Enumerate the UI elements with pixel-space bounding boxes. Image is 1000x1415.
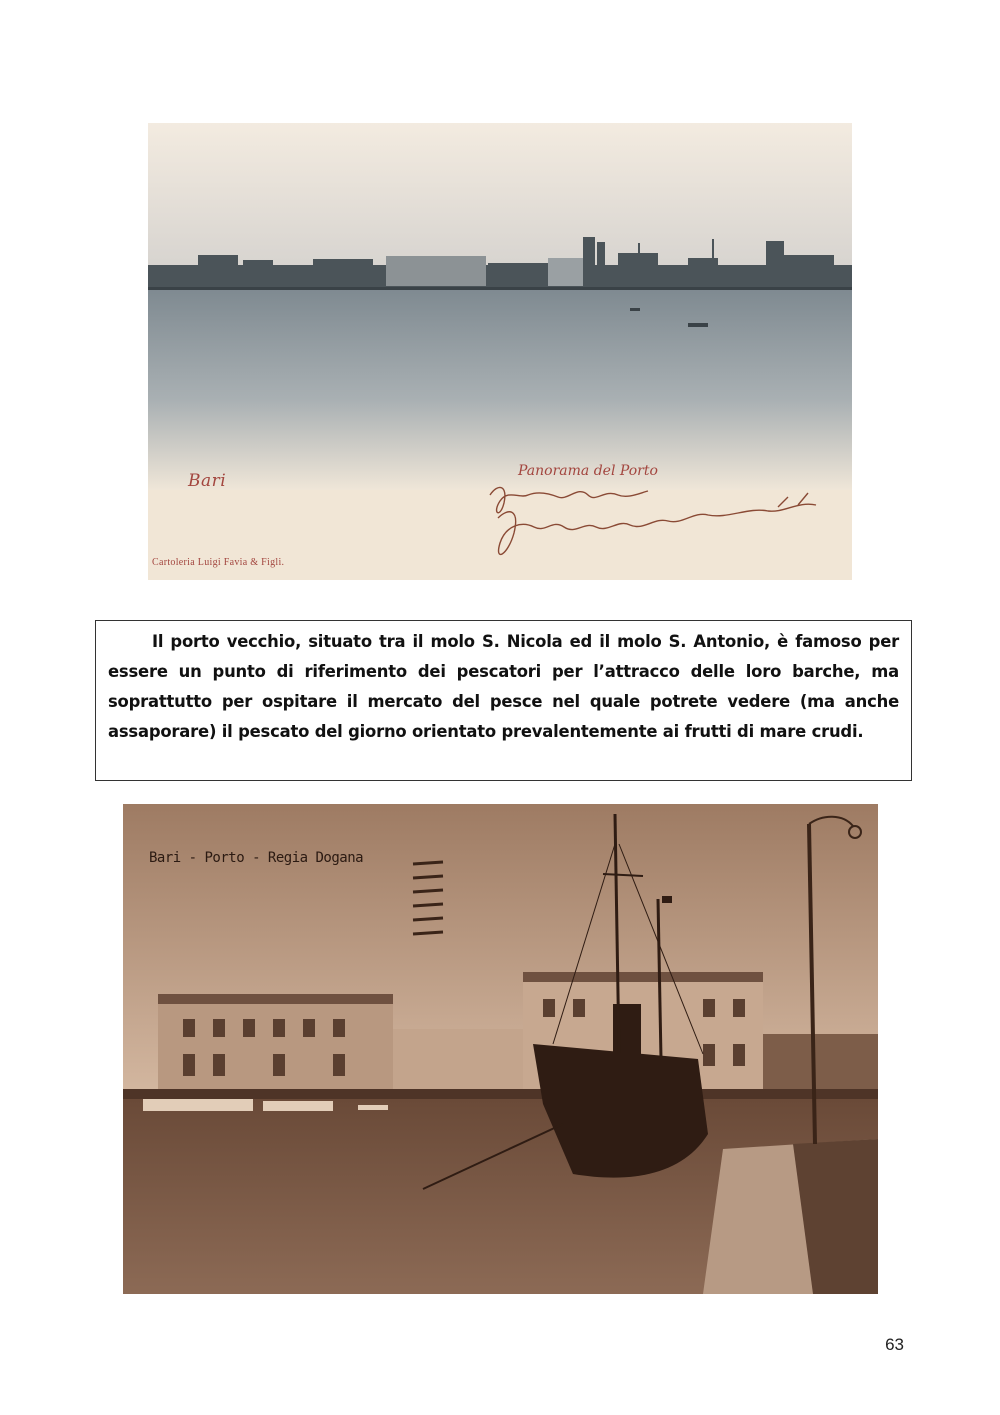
postcard-regia-dogana	[123, 804, 878, 1294]
handwritten-signature	[490, 487, 816, 554]
postcard-caption: Bari - Porto - Regia Dogana	[149, 850, 364, 866]
postcard-caption: Panorama del Porto	[518, 463, 658, 479]
harbour-photo	[123, 804, 878, 1294]
rowboat	[688, 323, 708, 327]
postcard-city-label: Bari	[188, 471, 227, 491]
description-paragraph: Il porto vecchio, situato tra il molo S. Nicola ed il molo S. Antonio, è famoso per essere un punto di riferimento dei pescatori per l’attracco delle loro barche, ma soprattutto per ospitare il mercato del pesce nel quale potrete vedere (ma anche assaporare) il pescato del giorno orientato prevalentemente ai frutti di mare crudi.	[108, 632, 899, 741]
page-number: 63	[885, 1335, 904, 1354]
panorama-photo	[148, 123, 852, 580]
postcard-publisher: Cartoleria Luigi Favia & Figli.	[152, 557, 285, 568]
description-box	[95, 620, 912, 781]
postcard-panorama-del-porto	[148, 123, 852, 580]
rowboat	[630, 308, 640, 311]
